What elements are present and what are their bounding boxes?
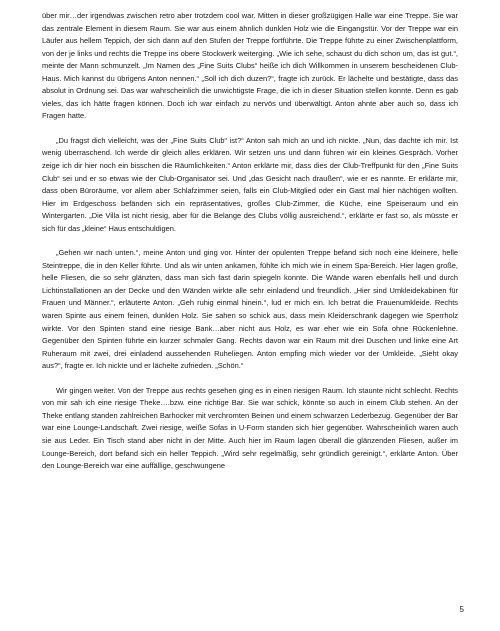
paragraph-2: „Du fragst dich vielleicht, was der „Fine Suits Club“ ist?“ Anton sah mich an und ich nickte. „Nun, das dachte ich mir. Ist wenig überraschend. Ich werde dir gleich alles erklären. Wir setzen uns und dann führen wir ein kleines Gespräch. Vorher zeige ich dir hier noch ein bisschen die Räumlichkeiten.“ Anton erklärte mir, dass dies der Club-Treffpunkt für den „Fine Suits Club“ sei und er so etwas wie der Club-Organisator sei. Und „das Gesicht nach draußen“, wie er es nannte. Er erklärte mir, dass oben Büroräume, vor allem aber Schlafzimmer seien, falls ein Club-Mitglied oder ein Gast mal hier nächtigen wollten. Hier im Erdgeschoss befänden sich ein repräsentatives, großes Club-Zimmer, die Küche, eine Speiseraum und ein Wintergarten. „Die Villa ist nicht riesig, aber für die Belange des Clubs völlig ausreichend.“, erklärte er fast so, als müsste er sich für das „kleine“ Haus entschuldigen. xyxy=(42,135,458,233)
paragraph-gap xyxy=(42,235,458,247)
page-number: 5 xyxy=(459,605,464,614)
paragraph-4: Wir gingen weiter. Von der Treppe aus rechts gesehen ging es in einen riesigen Raum. Ich staunte nicht schlecht. Rechts von mir sah ich eine riesige Theke….bzw. eine richtige Bar. Sie war schick, könnte so auch in einem Club stehen. An der Theke entlang standen zahlreichen Barhocker mit verchromten Beinen und einem schwarzen Lederbezug. Gegenüber der Bar war eine Lounge-Landschaft. Zwei riesige, weiße Sofas in U-Form standen sich hier gegenüber. Wahrscheinlich waren auch sie aus Leder. Ein Tisch stand aber nicht in der Mitte. Auch hier im Raum lagen überall die glänzenden Fliesen, außer im Lounge-Bereich, dort befand sich ein heller Teppich. „Wird sehr regelmäßig, sehr gründlich gereinigt.“, erklärte Anton. Über den Lounge-Bereich war eine auffällige, geschwungene xyxy=(42,385,458,471)
paragraph-1: über mir…der irgendwas zwischen retro aber trotzdem cool war. Mitten in dieser großzügigen Halle war eine Treppe. Sie war das zentrale Element in diesem Raum. Sie war aus einem ähnlich dunklen Holz wie die Eingangstür. Vor der Treppe war ein Läufer aus hellem Teppich, der sich dann auf den Stufen der Treppe fortführte. Die Treppe führte zu einer Zwischenplattform, von der je links und rechts die Treppe ins obere Stockwerk weiterging. „Wie ich sehe, schaust du dich schon um, das ist gut.“, meinte der Mann schmunzelt. „Im Namen des „Fine Suits Clubs“ heiße ich dich Willkommen in unserem bescheidenen Club-Haus. Mich kannst du übrigens Anton nennen.“ „Soll ich dich duzen?“, fragte ich zurück. Er lächelte und bestätigte, dass das absolut in Ordnung sei. Das war wahrscheinlich die unwichtigste Frage, die ich in dieser Situation stellen konnte. Denn es gab vieles, das ich hätte fragen können. Doch ich war einfach zu nervös und überwältigt. Anton ahnte aber auch so, dass ich Fragen hatte. xyxy=(42,11,458,121)
paragraph-gap xyxy=(42,123,458,135)
paragraph-3: „Gehen wir nach unten.“, meine Anton und ging vor. Hinter der opulenten Treppe befand sich noch eine kleinere, helle Steintreppe, die in den Keller führte. Und als wir unten ankamen, fühlte ich mich wie in einem Spa-Bereich. Hier lagen große, helle Fliesen, die so sehr glänzten, dass man sich fast darin spiegeln konnte. Die Wände waren ebenfalls hell und durch Lichtinstallationen an der Decke und den Wänden wirkte alle sehr einladend und freundlich. „Hier sind Umkleidekabinen für Frauen und Männer.“, erläuterte Anton. „Geh ruhig einmal hinein.“, lud er mich ein. Ich betrat die Frauenumkleide. Rechts waren Spinte aus einem feinen, dunklen Holz. Sie sahen so schick aus, dass mein Kleiderschrank dagegen wie Sperrholz wirkte. Vor den Spinten stand eine riesige Bank…aber nicht aus Holz, es war eher wie ein Sofa ohne Rückenlehne. Gegenüber den Spinten führte ein kurzer schmaler Gang. Rechts davon war ein Raum mit drei Duschen und linke eine Art Ruheraum mit zwei, drei einladend aussehenden Ruheliegen. Anton empfing mich wieder vor der Umkleide. „Sieht okay aus?“, fragte er. Ich nickte und er lächelte zufrieden. „Schön.“ xyxy=(42,248,458,371)
paragraph-gap xyxy=(42,373,458,385)
